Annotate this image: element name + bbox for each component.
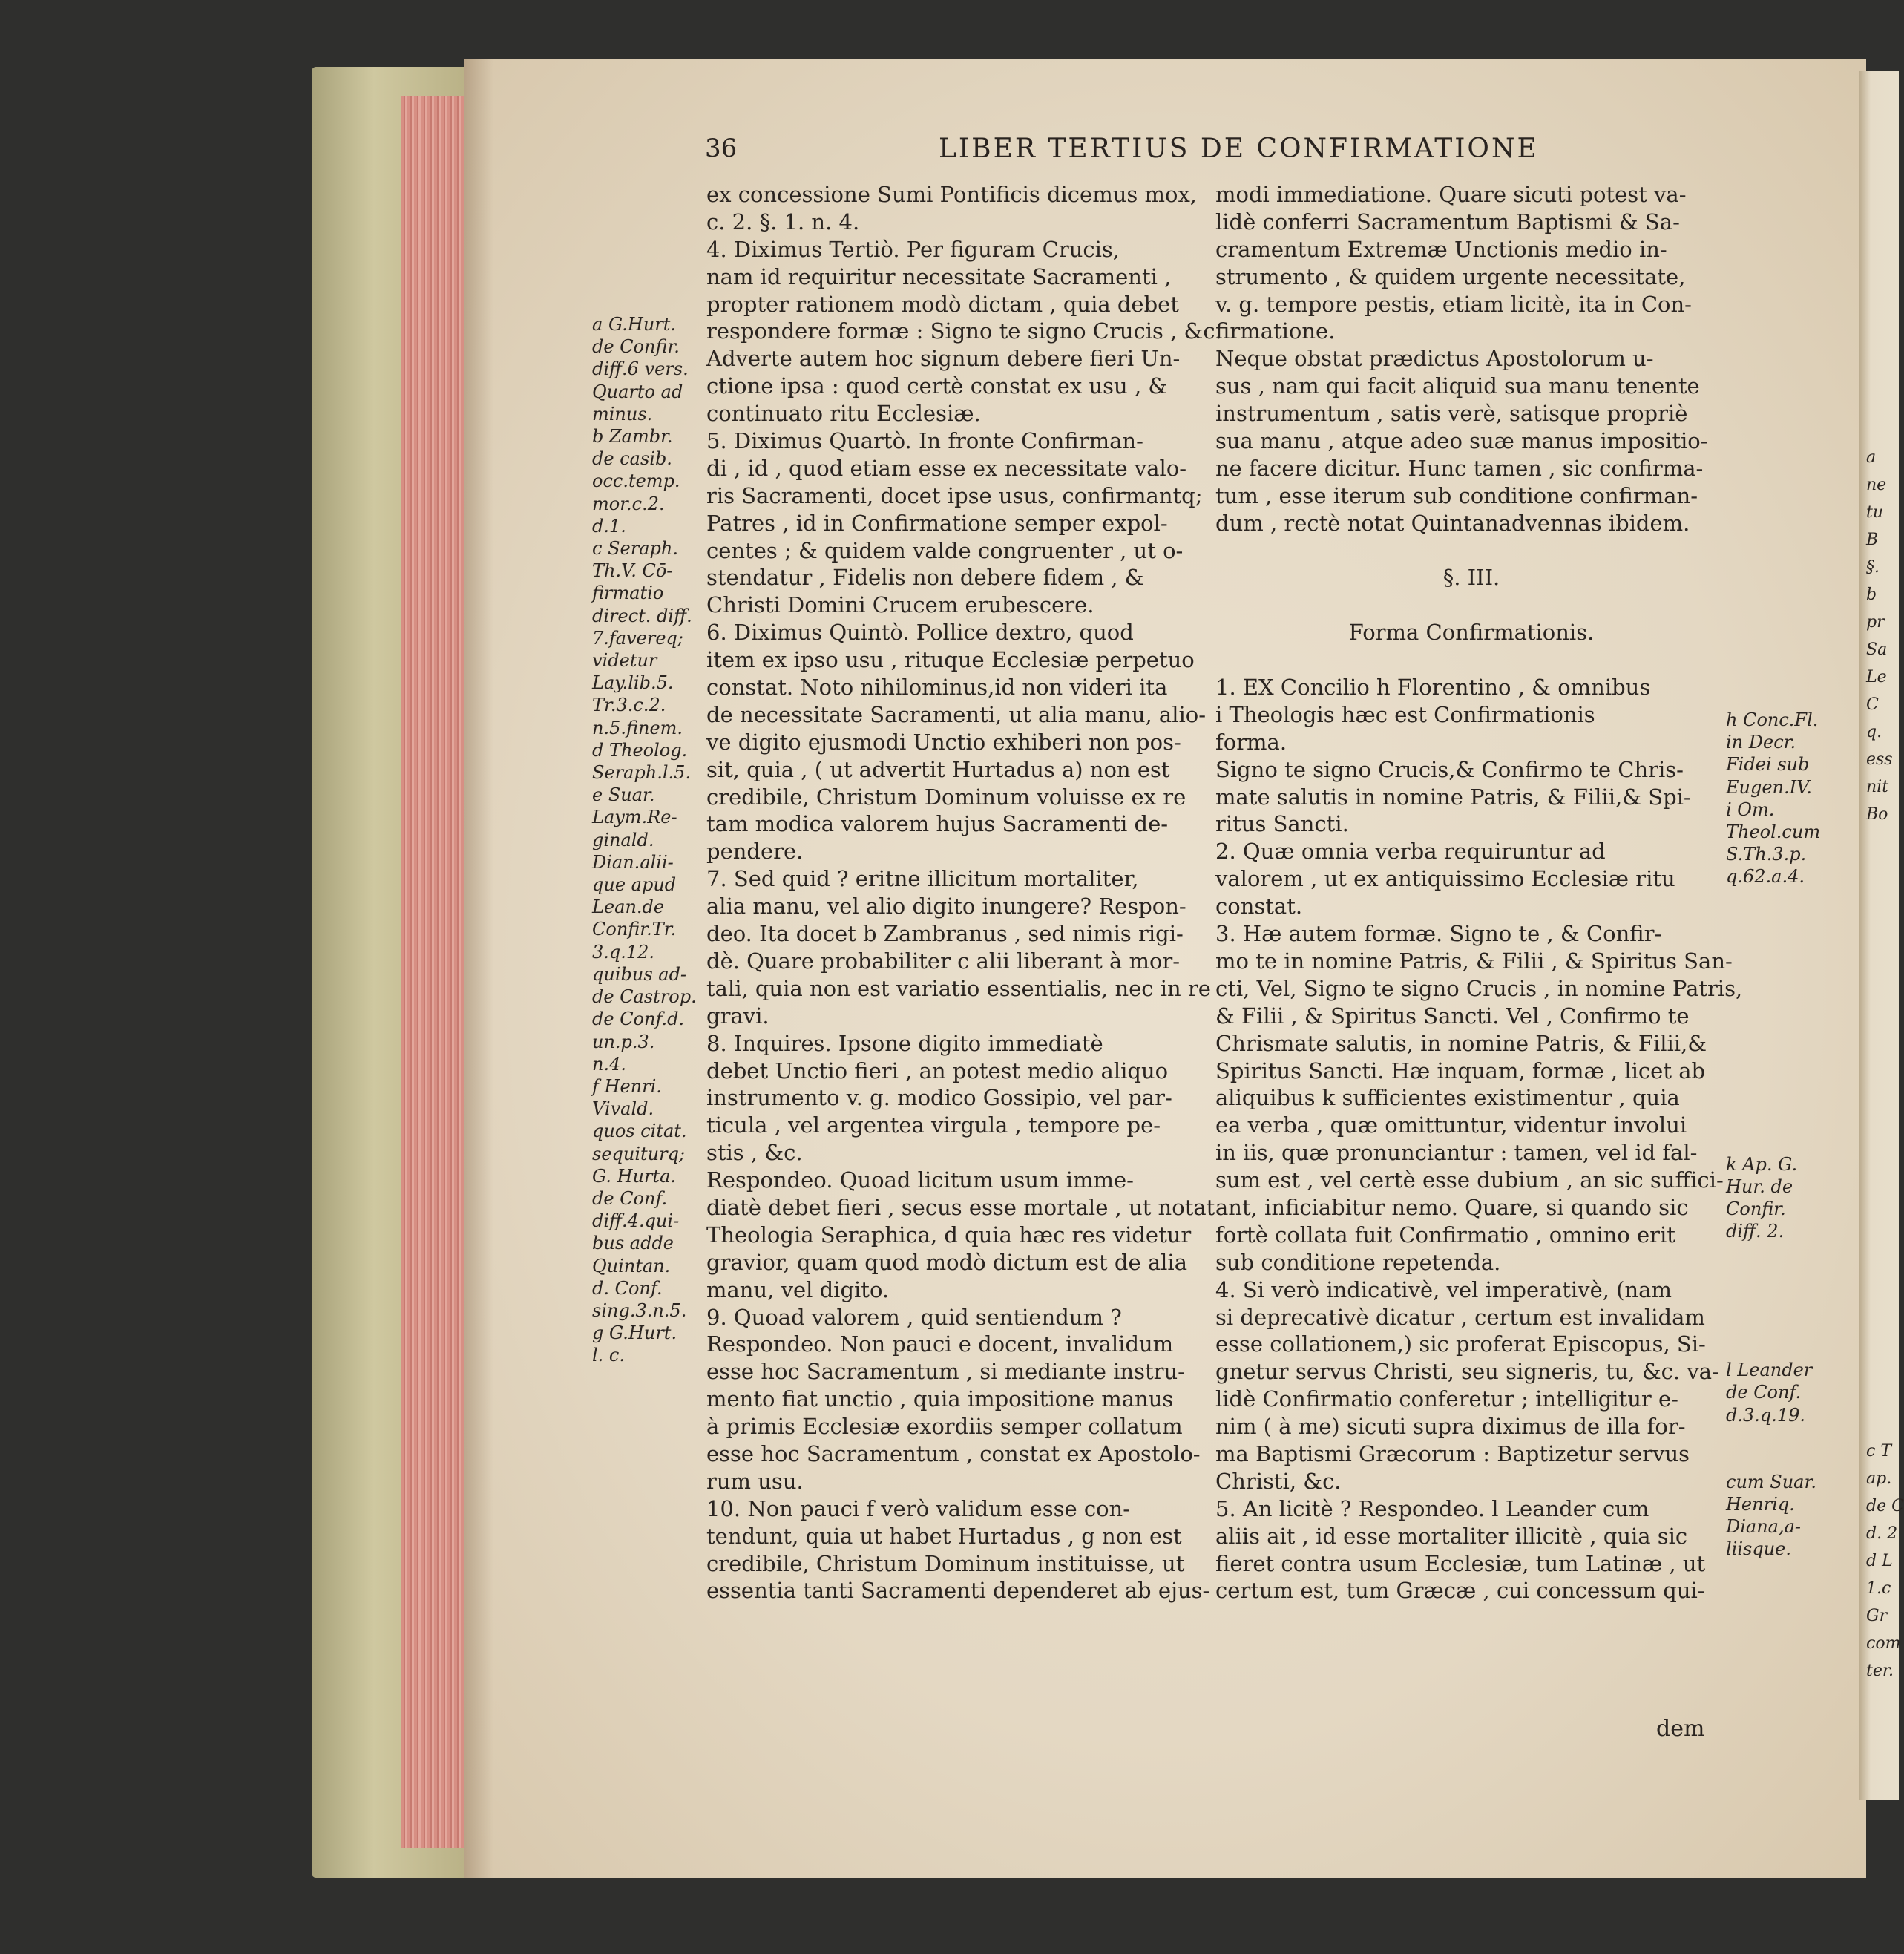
- text-line: 1. EX Concilio h Florentino , & omnibus: [1215, 675, 1651, 701]
- margin-note-line: Quarto ad: [592, 381, 683, 402]
- running-title: LIBER TERTIUS DE CONFIRMATIONE: [939, 134, 1539, 164]
- text-line: gnetur servus Christi, seu signeris, tu, &c. va-: [1215, 1359, 1719, 1385]
- text-line: ris Sacramenti, docet ipse usus, confirmantq;: [706, 482, 1203, 508]
- margin-note-line: Dian.alii-: [592, 851, 674, 873]
- text-line: sua manu , atque adeo suæ manus impositio-: [1215, 428, 1708, 454]
- text-line: i Theologis hæc est Confirmationis: [1215, 701, 1595, 727]
- margin-note-line: de casib.: [592, 448, 672, 470]
- margin-note-line: c Seraph.: [592, 538, 678, 560]
- text-line: 5. Diximus Quartò. In fronte Confirman-: [706, 428, 1143, 454]
- text-line: 3. Hæ autem formæ. Signo te , & Confir-: [1215, 921, 1662, 947]
- text-line: Forma Confirmationis.: [1348, 620, 1595, 646]
- text-line: firmatione.: [1215, 318, 1336, 344]
- margin-note-line: Confir.Tr.: [592, 919, 677, 940]
- facing-fragment: d. 2: [1866, 1524, 1898, 1543]
- text-line: ne facere dicitur. Hunc tamen , sic confirma-: [1215, 455, 1704, 481]
- margin-note-line: bus adde: [592, 1233, 674, 1254]
- text-line: v. g. tempore pestis, etiam licitè, ita in Con-: [1215, 291, 1692, 317]
- facing-fragment: b: [1866, 586, 1877, 604]
- text-line: cramentum Extremæ Unctionis medio in-: [1215, 236, 1667, 262]
- margin-note-line: Vivald.: [592, 1098, 654, 1120]
- text-line: credibile, Christum Dominum instituisse, ut: [706, 1550, 1185, 1576]
- text-line: di , id , quod etiam esse ex necessitate valo-: [706, 455, 1187, 481]
- text-line: aliquibus k sufficientes existimentur , quia: [1215, 1085, 1680, 1111]
- facing-fragment: pr: [1866, 613, 1885, 632]
- margin-note-line: Tr.3.c.2.: [592, 695, 666, 716]
- margin-note-line: diff.4.qui-: [592, 1210, 680, 1232]
- facing-fragment: Sa: [1866, 640, 1888, 659]
- text-line: sum est , vel certè esse dubium , an sic suffici-: [1215, 1167, 1724, 1193]
- text-line: cti, Vel, Signo te signo Crucis , in nomine Patris,: [1215, 975, 1743, 1001]
- text-line: & Filii , & Spiritus Sancti. Vel , Confirmo te: [1215, 1003, 1690, 1029]
- facing-fragment: Gr: [1866, 1607, 1888, 1625]
- facing-fragment: a: [1866, 448, 1877, 467]
- margin-note-line: Hur. de: [1726, 1176, 1793, 1197]
- text-line: Respondeo. Quoad licitum usum imme-: [706, 1167, 1134, 1193]
- text-line: 4. Diximus Tertiò. Per figuram Crucis,: [706, 236, 1120, 262]
- margin-note-line: direct. diff.: [592, 605, 692, 626]
- margin-note-line: diff. 2.: [1726, 1221, 1785, 1242]
- margin-note-line: Th.V. Cō-: [592, 560, 673, 582]
- text-line: centes ; & quidem valde congruenter , ut o-: [706, 537, 1184, 563]
- text-line: tam modica valorem hujus Sacramenti de-: [706, 811, 1169, 837]
- margin-note-line: Seraph.l.5.: [592, 762, 692, 784]
- catchword: dem: [1656, 1716, 1705, 1742]
- margin-note-line: 7.favereq;: [592, 627, 683, 649]
- margin-note-line: de Conf.: [1726, 1382, 1802, 1403]
- margin-note-line: G. Hurta.: [592, 1165, 677, 1187]
- text-line: respondere formæ : Signo te signo Crucis , &c.: [706, 318, 1222, 344]
- facing-page-fragments-top: [1866, 444, 1899, 828]
- margin-note-line: quos citat.: [592, 1121, 687, 1142]
- text-line: 6. Diximus Quintò. Pollice dextro, quod: [706, 620, 1134, 646]
- text-line: nam id requiritur necessitate Sacramenti ,: [706, 263, 1172, 289]
- text-line: pendere.: [706, 839, 804, 865]
- text-line: lidè Confirmatio conferetur ; intelligitur e-: [1215, 1386, 1678, 1412]
- margin-note-line: Fidei sub: [1726, 754, 1810, 776]
- facing-fragment: 1.c: [1866, 1579, 1891, 1598]
- margin-note-line: de Castrop.: [592, 986, 697, 1008]
- text-column-left: [706, 181, 1222, 1604]
- text-line: sit, quia , ( ut advertit Hurtadus a) non est: [706, 756, 1170, 782]
- text-line: dè. Quare probabiliter c alii liberant à mor-: [706, 948, 1181, 974]
- text-line: ctione ipsa : quod certè constat ex usu , &: [706, 373, 1168, 399]
- text-line: si deprecativè dicatur , certum est invalidam: [1215, 1304, 1705, 1330]
- text-line: 5. An licitè ? Respondeo. l Leander cum: [1215, 1495, 1649, 1521]
- text-line: Signo te signo Crucis,& Confirmo te Chris-: [1215, 756, 1684, 782]
- text-line: stendatur , Fidelis non debere fidem , &: [706, 565, 1144, 591]
- text-line: gravior, quam quod modò dictum est de alia: [706, 1249, 1187, 1275]
- margin-note-line: que apud: [592, 874, 677, 896]
- text-line: continuato ritu Ecclesiæ.: [706, 401, 981, 427]
- text-line: stis , &c.: [706, 1140, 803, 1166]
- margin-note-line: in Decr.: [1726, 732, 1796, 753]
- margin-note-line: quibus ad-: [592, 963, 687, 985]
- marginal-notes-right: [1726, 709, 1852, 1561]
- margin-note-line: e Suar.: [592, 784, 655, 806]
- text-line: certum est, tum Græcæ , cui concessum qui-: [1215, 1578, 1705, 1604]
- text-line: alia manu, vel alio digito inungere? Respon-: [706, 894, 1186, 919]
- text-line: esse collationem,) sic proferat Episcopus, Si-: [1215, 1331, 1706, 1357]
- text-line: esse hoc Sacramentum , si mediante instru-: [706, 1359, 1185, 1385]
- margin-note-line: Theol.cum: [1726, 821, 1821, 842]
- page-gutter-shadow: [464, 59, 493, 1878]
- facing-fragment: B: [1866, 531, 1879, 549]
- text-line: credibile, Christum Dominum voluisse ex re: [706, 784, 1186, 810]
- facing-fragment: Bo: [1866, 805, 1888, 824]
- margin-note-line: firmatio: [592, 583, 664, 604]
- margin-note-line: diff.6 vers.: [592, 358, 689, 380]
- text-line: instrumentum , satis verè, satisque propriè: [1215, 401, 1688, 427]
- text-line: [1215, 591, 1727, 619]
- facing-fragment: com: [1866, 1634, 1901, 1653]
- margin-note-line: de Confir.: [592, 336, 680, 358]
- text-line: 8. Inquires. Ipsone digito immediatè: [706, 1030, 1103, 1056]
- text-line: fortè collata fuit Confirmatio , omnino erit: [1215, 1222, 1675, 1248]
- margin-note-line: ginald.: [592, 829, 654, 850]
- margin-note-line: de Conf.d.: [592, 1009, 685, 1030]
- margin-note-line: videtur: [592, 650, 657, 672]
- margin-note-line: d.1.: [592, 515, 626, 537]
- text-line: Theologia Seraphica, d quia hæc res videtur: [706, 1222, 1192, 1248]
- text-column-right: [1215, 181, 1743, 1604]
- text-line: Neque obstat prædictus Apostolorum u-: [1215, 346, 1654, 372]
- text-line: deo. Ita docet b Zambranus , sed nimis rigi-: [706, 921, 1184, 947]
- margin-note-line: g G.Hurt.: [592, 1322, 677, 1344]
- margin-note-line: sing.3.n.5.: [592, 1299, 687, 1321]
- margin-note-line: b Zambr.: [592, 426, 673, 447]
- text-line: fieret contra usum Ecclesiæ, tum Latinæ , ut: [1215, 1550, 1706, 1576]
- text-line: Patres , id in Confirmatione semper expol-: [706, 510, 1168, 536]
- text-line: gravi.: [706, 1003, 769, 1029]
- text-line: diatè debet fieri , secus esse mortale , ut notat: [706, 1194, 1215, 1220]
- text-line: ant, inficiabitur nemo. Quare, si quando sic: [1215, 1194, 1689, 1220]
- facing-fragment: ap.: [1866, 1469, 1892, 1488]
- text-line: c. 2. §. 1. n. 4.: [706, 209, 860, 235]
- text-line: aliis ait , id esse mortaliter illicitè , quia sic: [1215, 1523, 1688, 1549]
- margin-note-line: q.62.a.4.: [1726, 866, 1805, 888]
- text-line: mento fiat unctio , quia impositione manus: [706, 1386, 1174, 1412]
- text-line: tali, quia non est variatio essentialis, nec in re: [706, 975, 1211, 1001]
- facing-fragment: Le: [1866, 668, 1887, 686]
- margin-note-line: l Leander: [1726, 1360, 1813, 1381]
- text-line: mate salutis in nomine Patris, & Filii,& Spi-: [1215, 784, 1691, 810]
- text-line: Christi, &c.: [1215, 1468, 1342, 1494]
- facing-fragment: §.: [1866, 558, 1880, 577]
- margin-note-line: h Conc.Fl.: [1726, 709, 1819, 730]
- margin-note-line: Diana,a-: [1726, 1516, 1802, 1538]
- text-line: ve digito ejusmodi Unctio exhiberi non pos-: [706, 729, 1181, 755]
- margin-note-line: S.Th.3.p.: [1726, 844, 1807, 865]
- text-line: Spiritus Sancti. Hæ inquam, formæ , licet ab: [1215, 1058, 1706, 1083]
- text-line: de necessitate Sacramenti, ut alia manu, alio-: [706, 701, 1207, 727]
- margin-note-line: Lean.de: [592, 896, 665, 918]
- text-line: rum usu.: [706, 1468, 804, 1494]
- text-line: sus , nam qui facit aliquid sua manu tenente: [1215, 373, 1700, 399]
- text-line: Chrismate salutis, in nomine Patris, & Filii,&: [1215, 1030, 1707, 1056]
- facing-fragment: d L: [1866, 1552, 1893, 1570]
- text-line: forma.: [1215, 729, 1287, 755]
- margin-note-line: de Conf.: [592, 1187, 668, 1209]
- text-line: tendunt, quia ut habet Hurtadus , g non est: [706, 1523, 1182, 1549]
- text-line: modi immediatione. Quare sicuti potest va-: [1215, 182, 1687, 207]
- facing-fragment: tu: [1866, 503, 1884, 522]
- text-line: §. III.: [1442, 565, 1500, 591]
- text-line: debet Unctio fieri , an potest medio aliquo: [706, 1058, 1169, 1083]
- margin-note-line: d Theolog.: [592, 739, 688, 761]
- text-line: instrumento v. g. modico Gossipio, vel par-: [706, 1085, 1172, 1111]
- text-line: strumento , & quidem urgente necessitate,: [1215, 263, 1686, 289]
- text-line: 2. Quæ omnia verba requiruntur ad: [1215, 839, 1606, 865]
- text-line: esse hoc Sacramentum , constat ex Apostolo-: [706, 1440, 1201, 1466]
- text-line: essentia tanti Sacramenti dependeret ab ejus-: [706, 1578, 1210, 1604]
- margin-note-line: k Ap. G.: [1726, 1153, 1798, 1175]
- margin-note-line: Confir.: [1726, 1198, 1786, 1219]
- text-line: sub conditione repetenda.: [1215, 1249, 1501, 1275]
- text-line: [1215, 537, 1727, 565]
- margin-note-line: occ.temp.: [592, 471, 680, 492]
- margin-note-line: minus.: [592, 403, 653, 424]
- text-line: nim ( à me) sicuti supra diximus de illa for-: [1215, 1414, 1686, 1440]
- text-line: manu, vel digito.: [706, 1276, 890, 1302]
- marginal-notes-left: [592, 313, 703, 1367]
- facing-page-fragments-bottom: [1866, 1437, 1904, 1685]
- facing-fragment: ne: [1866, 476, 1887, 494]
- text-line: Respondeo. Non pauci e docent, invalidum: [706, 1331, 1174, 1357]
- margin-note-line: Quintan.: [592, 1255, 671, 1276]
- facing-fragment: ter.: [1866, 1662, 1894, 1680]
- text-line: mo te in nomine Patris, & Filii , & Spiritus San-: [1215, 948, 1733, 974]
- facing-fragment: q.: [1866, 723, 1882, 741]
- margin-note-line: un.p.3.: [592, 1031, 655, 1052]
- text-line: ex concessione Sumi Pontificis dicemus mox,: [706, 182, 1198, 207]
- margin-note-line: d.3.q.19.: [1726, 1404, 1806, 1426]
- margin-note-line: sequiturq;: [592, 1143, 686, 1164]
- margin-spacer: [1726, 1426, 1852, 1471]
- margin-note-line: f Henri.: [592, 1075, 662, 1097]
- margin-note-line: i Om.: [1726, 799, 1775, 820]
- margin-note-line: Eugen.IV.: [1726, 776, 1812, 798]
- margin-note-line: 3.q.12.: [592, 941, 655, 963]
- text-line: 10. Non pauci f verò validum esse con-: [706, 1495, 1131, 1521]
- margin-note-line: Lay.lib.5.: [592, 672, 674, 694]
- margin-spacer: [1726, 888, 1852, 1153]
- margin-spacer: [1726, 1242, 1852, 1359]
- text-line: ma Baptismi Græcorum : Baptizetur servus: [1215, 1440, 1690, 1466]
- text-line: ea verba , quæ omittuntur, videntur involui: [1215, 1112, 1687, 1138]
- facing-fragment: de C: [1866, 1497, 1904, 1515]
- text-line: [1215, 646, 1727, 674]
- margin-note-line: d. Conf.: [592, 1277, 663, 1299]
- text-line: ritus Sancti.: [1215, 811, 1349, 837]
- text-line: ticula , vel argentea virgula , tempore pe-: [706, 1112, 1161, 1138]
- text-line: 9. Quoad valorem , quid sentiendum ?: [706, 1304, 1122, 1330]
- text-line: propter rationem modò dictam , quia debet: [706, 291, 1179, 317]
- margin-note-line: liisque.: [1726, 1538, 1791, 1560]
- text-line: item ex ipso usu , rituque Ecclesiæ perpetuo: [706, 647, 1195, 673]
- page-edges: [401, 96, 467, 1848]
- text-line: tum , esse iterum sub conditione confirman-: [1215, 482, 1698, 508]
- text-line: à primis Ecclesiæ exordiis semper collatum: [706, 1414, 1183, 1440]
- text-line: 4. Si verò indicativè, vel imperativè, (nam: [1215, 1276, 1672, 1302]
- text-line: constat. Noto nihilominus,id non videri ita: [706, 675, 1168, 701]
- text-line: valorem , ut ex antiquissimo Ecclesiæ ritu: [1215, 866, 1675, 892]
- facing-fragment: ess: [1866, 750, 1893, 769]
- text-line: Adverte autem hoc signum debere fieri Un-: [706, 346, 1181, 372]
- margin-note-line: Laym.Re-: [592, 807, 677, 828]
- margin-note-line: Henriq.: [1726, 1494, 1795, 1515]
- text-line: in iis, quæ pronunciantur : tamen, vel id fal-: [1215, 1140, 1698, 1166]
- margin-note-line: n.5.finem.: [592, 717, 683, 738]
- margin-note-line: mor.c.2.: [592, 493, 665, 514]
- margin-note-line: a G.Hurt.: [592, 314, 677, 335]
- text-line: dum , rectè notat Quintanadvennas ibidem.: [1215, 510, 1690, 536]
- page-number: 36: [705, 134, 738, 163]
- facing-fragment: C: [1866, 695, 1879, 714]
- text-line: lidè conferri Sacramentum Baptismi & Sa-: [1215, 209, 1680, 235]
- text-line: 7. Sed quid ? eritne illicitum mortaliter,: [706, 866, 1139, 892]
- facing-fragment: c T: [1866, 1442, 1891, 1460]
- text-line: constat.: [1215, 894, 1303, 919]
- margin-note-line: cum Suar.: [1726, 1471, 1816, 1492]
- margin-note-line: n.4.: [592, 1053, 626, 1075]
- facing-fragment: nit: [1866, 778, 1889, 796]
- margin-note-line: l. c.: [592, 1345, 626, 1366]
- text-line: Christi Domini Crucem erubescere.: [706, 592, 1094, 618]
